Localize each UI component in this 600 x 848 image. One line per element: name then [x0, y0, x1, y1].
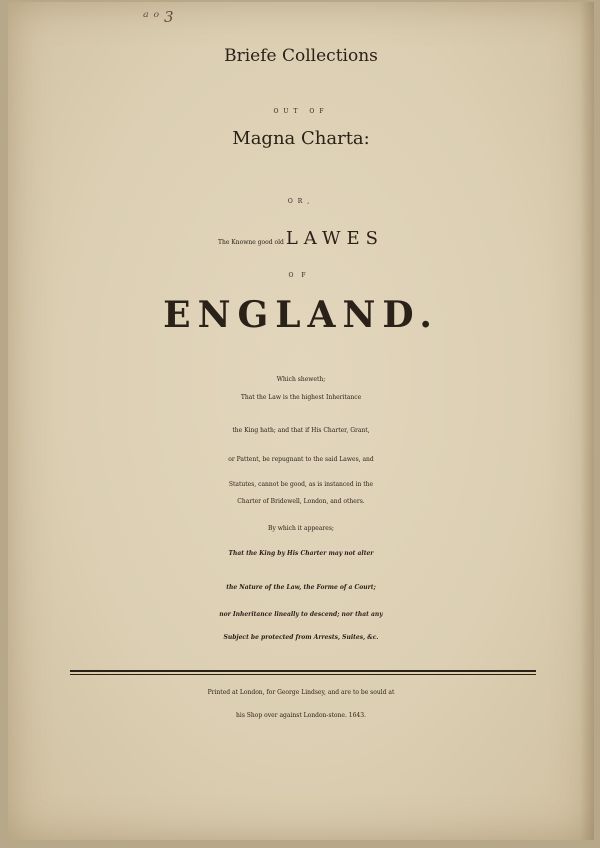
handwritten-mark: ᵃ ᵒ 3: [143, 8, 174, 26]
body-line-3: the King hath; and that if His Charter, Grant,: [232, 427, 370, 434]
body-line-11: Subject be protected from Arrests, Suites, &c.: [223, 634, 379, 641]
body-line-10: nor Inheritance lineally to descend; nor that any: [219, 611, 383, 618]
title-line-knowne-text: The Knowne good old: [217, 239, 286, 246]
body-line-2: That the Law is the highest Inheritance: [240, 394, 362, 401]
body-line-5: Statutes, cannot be good, as is instanced in the: [228, 481, 374, 488]
body-line-9: the Nature of the Law, the Forme of a Court;: [226, 584, 376, 591]
body-line-6: Charter of Bridewell, London, and others.: [237, 498, 365, 505]
imprint-line-2: his Shop over against London-stone. 1643.: [236, 712, 366, 719]
title-line-or: OR,: [287, 198, 315, 205]
title-line-out-of: OUT OF: [273, 108, 329, 115]
title-line-england: ENGLAND.: [163, 294, 439, 336]
title-page: [8, 2, 594, 840]
body-line-8: That the King by His Charter may not alter: [228, 550, 374, 557]
title-line-magna-charta: Magna Charta:: [232, 128, 370, 149]
horizontal-rule: [70, 670, 536, 675]
imprint-line-1: Printed at London, for George Lindsey, and are to be sould at: [207, 689, 395, 696]
title-line-lawes-text: LAWES: [285, 228, 385, 249]
title-line-knowne-lawes: [8, 228, 594, 249]
body-line-1: Which sheweth;: [276, 376, 326, 383]
title-line-briefe-collections: Briefe Collections: [224, 46, 378, 66]
title-line-of: OF: [288, 272, 314, 279]
body-line-4: or Pattent, be repugnant to the said Lawes, and: [228, 456, 374, 463]
page-edge-shadow: [580, 2, 594, 840]
body-line-7: By which it appeares;: [268, 525, 334, 532]
